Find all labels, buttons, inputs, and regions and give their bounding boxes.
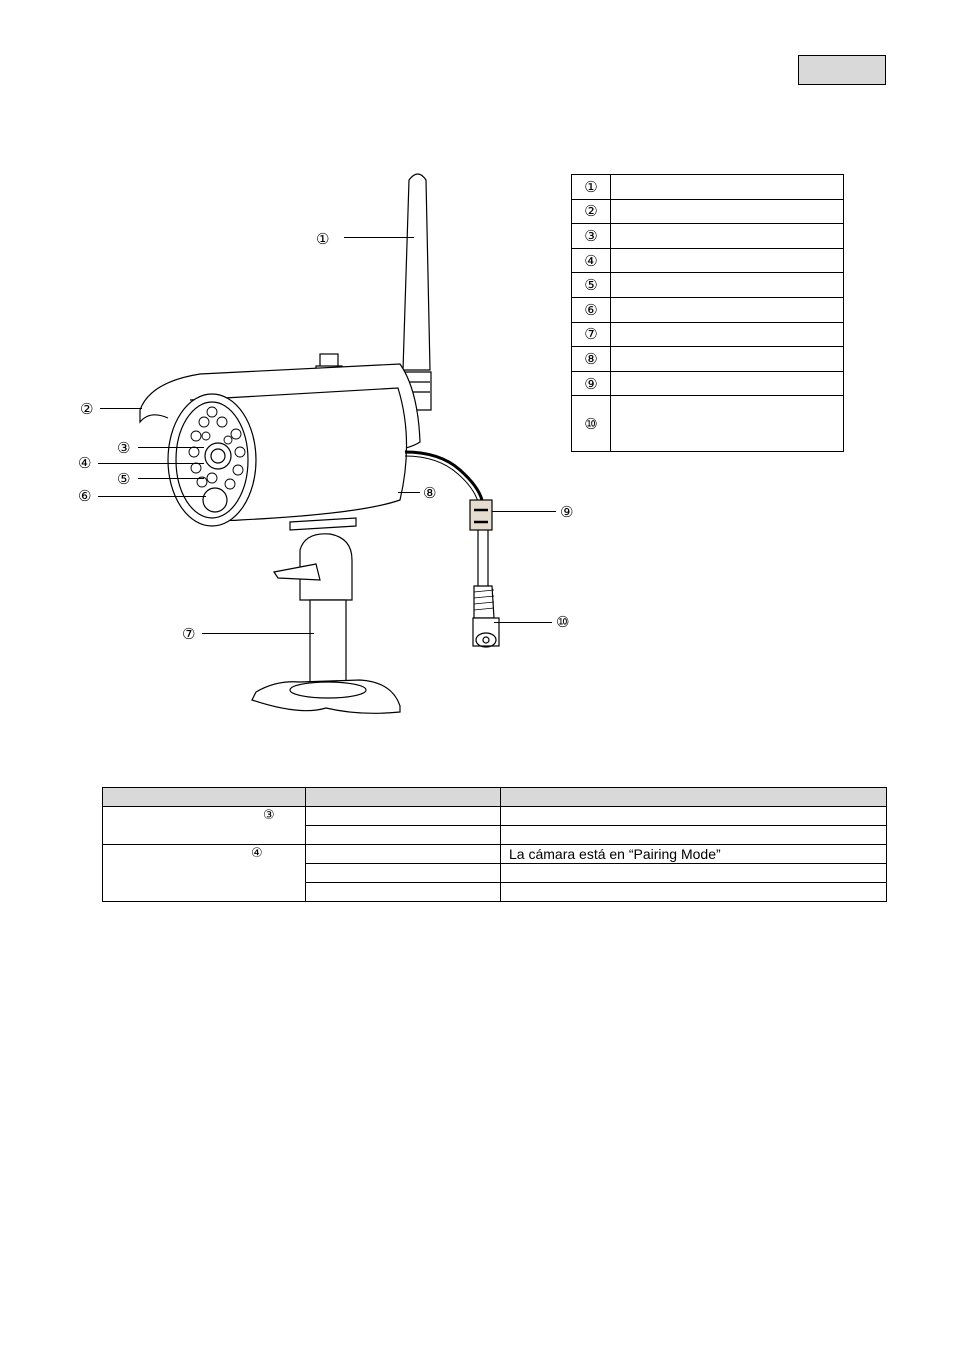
led-state [306, 864, 501, 883]
leader-10 [494, 622, 552, 623]
table-row [572, 175, 844, 200]
table-row [572, 199, 844, 224]
part-description [611, 396, 844, 452]
leader-7 [202, 633, 314, 634]
column-header-status [306, 788, 501, 807]
led-state [306, 807, 501, 826]
part-number: ⑧ [572, 347, 611, 372]
part-description [611, 273, 844, 298]
led-state [306, 883, 501, 902]
part-number: ⑩ [572, 396, 611, 452]
led-group-1 [103, 807, 306, 845]
language-tab [798, 55, 886, 85]
callout-2: ② [80, 400, 94, 418]
led-ref-number: ③ [263, 808, 275, 823]
callout-1: ① [316, 230, 330, 248]
table-header-row [103, 788, 887, 807]
callout-3: ③ [117, 439, 131, 457]
part-description [611, 322, 844, 347]
part-number: ⑤ [572, 273, 611, 298]
column-header-led [103, 788, 306, 807]
table-row [572, 371, 844, 396]
leader-3 [138, 447, 204, 448]
parts-legend-table [571, 174, 844, 452]
callout-7: ⑦ [182, 625, 196, 643]
leader-9 [492, 511, 556, 512]
part-description [611, 175, 844, 200]
led-group-2 [103, 845, 306, 902]
leader-1 [344, 237, 414, 238]
led-state [306, 826, 501, 845]
led-meaning [501, 826, 887, 845]
led-meaning [501, 864, 887, 883]
led-status-table [102, 787, 887, 902]
leader-6 [98, 496, 206, 497]
part-number: ③ [572, 224, 611, 249]
part-number: ④ [572, 248, 611, 273]
callout-5: ⑤ [117, 470, 131, 488]
part-description [611, 199, 844, 224]
cable-ferrite-drawing [470, 500, 492, 530]
table-row [572, 224, 844, 249]
part-description [611, 224, 844, 249]
leader-2 [100, 408, 142, 409]
part-description [611, 371, 844, 396]
leader-4 [98, 463, 204, 464]
table-row [572, 273, 844, 298]
callout-4: ④ [78, 454, 92, 472]
table-row [103, 845, 887, 864]
callout-8: ⑧ [423, 484, 437, 502]
table-row [572, 347, 844, 372]
column-header-meaning [501, 788, 887, 807]
led-meaning [501, 883, 887, 902]
table-row [572, 248, 844, 273]
led-meaning [501, 807, 887, 826]
stand-base-drawing [252, 680, 400, 713]
antenna-drawing [403, 174, 430, 370]
part-number: ⑨ [572, 371, 611, 396]
leader-8 [398, 492, 420, 493]
table-row [572, 396, 844, 452]
led-meaning: La cámara está en “Pairing Mode” [501, 845, 887, 864]
led-ref-number: ④ [251, 846, 263, 861]
part-description [611, 347, 844, 372]
part-number: ② [572, 199, 611, 224]
stand-pole-drawing [310, 600, 346, 686]
led-state [306, 845, 501, 864]
callout-10: ⑩ [556, 613, 570, 631]
leader-5 [138, 478, 204, 479]
part-description [611, 297, 844, 322]
callout-6: ⑥ [78, 487, 92, 505]
table-row [572, 297, 844, 322]
table-row [103, 807, 887, 826]
part-number: ⑥ [572, 297, 611, 322]
part-number: ① [572, 175, 611, 200]
part-number: ⑦ [572, 322, 611, 347]
part-description [611, 248, 844, 273]
table-row [572, 322, 844, 347]
callout-9: ⑨ [560, 503, 574, 521]
